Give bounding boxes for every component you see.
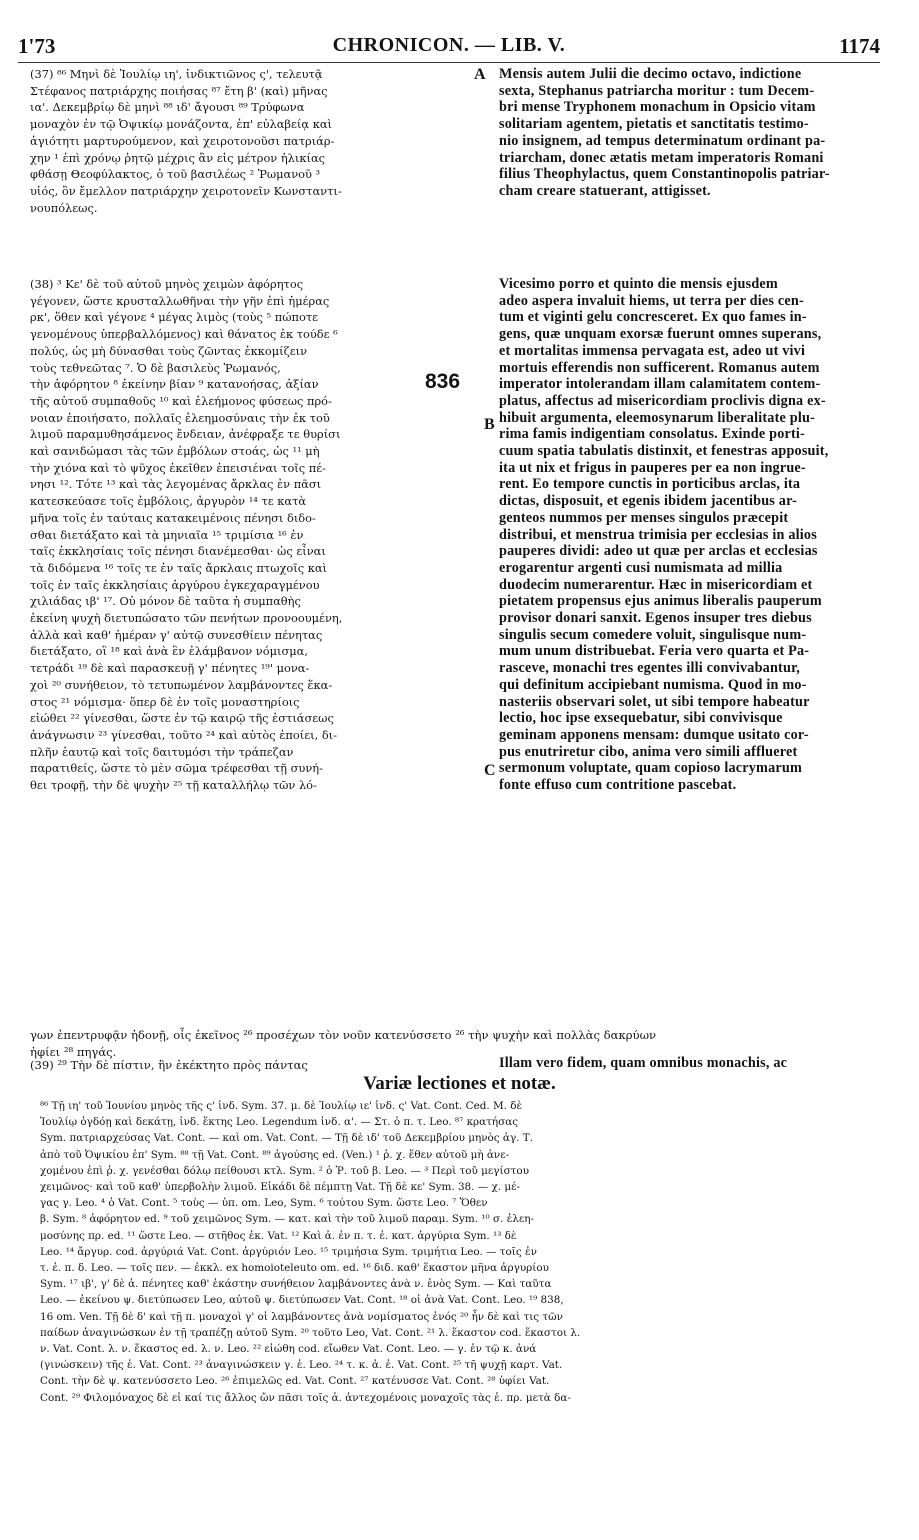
header-rule bbox=[18, 62, 880, 63]
latin-text-line: adeo aspera invaluit hiems, ut terra per dies cen- bbox=[499, 292, 804, 309]
greek-text-line: τὴν χιόνα καὶ τὸ ψῦχος ἐκεῖθεν ἐπεισιέναι τοῖς πέ- bbox=[30, 460, 327, 475]
note-line: χειμῶνος· καὶ τοῦ καθ' ὑπερβολὴν λιμοῦ. Εἰκάδι δὲ πέμπτῃ Vat. Τῇ δὲ κε' Sym. 38. — χ. μέ- bbox=[40, 1181, 521, 1194]
notes-block bbox=[40, 1098, 895, 1406]
latin-text-line: hibuit argumenta, eleemosynarum liberalitate plu- bbox=[499, 409, 815, 426]
greek-text-line: θει τροφῇ, τὴν δὲ ψυχὴν ²⁵ τῇ καταλλήλῳ τῶν λό- bbox=[30, 778, 317, 793]
page-header bbox=[18, 30, 880, 60]
note-line: χομένου ἐπὶ ῥ. χ. γενέσθαι δόλῳ πείθουσι κτλ. Sym. ² ὁ Ῥ. τοῦ β. Leo. — ³ Περὶ τοῦ μεγίστου bbox=[40, 1164, 530, 1177]
note-line: μοσύνης πρ. ed. ¹¹ ὥστε Leo. — στῆθος ἐκ. Vat. ¹² Καὶ ἀ. ἐν π. τ. ἐ. κατ. ἀργύρια Sym. ¹³ δὲ bbox=[40, 1229, 517, 1242]
margin-marker-c: C bbox=[484, 762, 496, 779]
latin-text-line: rasceve, monachi tres egentes illi convivabantur, bbox=[499, 660, 801, 677]
greek-text-line: Στέφανος πατριάρχης ποιήσας ⁸⁷ ἔτη β' (καὶ) μῆνας bbox=[30, 83, 328, 98]
latin-text-line: filius Theophylactus, quem Constantinopolis patriar- bbox=[499, 166, 830, 183]
latin-text-line: mortuis efferendis non sufficerent. Romanus autem bbox=[499, 359, 820, 376]
greek-text-line: τὰ διδόμενα ¹⁶ τοῖς τε ἐν ταῖς ἄρκλαις πτωχοῖς καὶ bbox=[30, 560, 327, 575]
note-line: Cont. τὴν δὲ ψ. κατενύσσετο Leo. ²⁶ ἐπιμελῶς ed. Vat. Cont. ²⁷ κατένυσσε Vat. Cont. ²⁸ ὑφίει Vat. bbox=[40, 1375, 550, 1388]
latin-text-line: fonte effuso cum contritione pascebat. bbox=[499, 777, 737, 794]
latin-text-line: tum et viginti gelu concresceret. Ex quo fames in- bbox=[499, 309, 807, 326]
latin-text-line: imperator intolerandam illam calamitatem contem- bbox=[499, 376, 821, 393]
note-line: Sym. πατριαρχεύσας Vat. Cont. — καὶ om. Vat. Cont. — Τῇ δὲ ιδ' τοῦ Δεκεμβρίου μηνὸς ἀγ. Τ. bbox=[40, 1132, 534, 1145]
greek-text-line: λιμοῦ παραμυθησάμενος ἔνδειαν, ἀνέφραξε τε θυρίσι bbox=[30, 427, 341, 442]
latin-text-line: geminam apponens mensam: dumque usitato cor- bbox=[499, 726, 809, 743]
greek-text-line: ἁγιότητι μαρτυρούμενον, καὶ χειροτονοῦσι πατριάρ- bbox=[30, 133, 335, 148]
greek-text-line: χοὶ ²⁰ συνήθειον, τὸ τετυπωμένον λαμβάνοντες ἕκα- bbox=[30, 677, 333, 692]
latin-para-39-wrap bbox=[499, 1055, 883, 1072]
greek-text-line: σθαι διετάξατο καὶ τὰ μηνιαῖα ¹⁵ τριμίσια ¹⁶ ἐν bbox=[30, 527, 304, 542]
greek-text-line: χιλιάδας ιβ' ¹⁷. Οὐ μόνον δὲ ταῦτα ἡ συμπαθὴς bbox=[30, 594, 301, 609]
greek-para-38 bbox=[30, 276, 472, 794]
greek-text-line: νοιαν ἐποιήσατο, πολλαῖς ἐλεημοσύναις τὴν ἐκ τοῦ bbox=[30, 410, 330, 425]
greek-text-line: ρκ', ὅθεν καὶ γέγονε ⁴ μέγας λιμὸς (τοὺς ⁵ πώποτε bbox=[30, 310, 319, 325]
note-line: παίδων ἀναγινώσκων ἐν τῇ τραπέζῃ αὐτοῦ Sym. ²⁰ τοῦτο Leo, Vat. Cont. ²¹ λ. ἕκαστον cod. ἕκαστοι λ. bbox=[40, 1326, 581, 1339]
greek-text-line: καὶ σανιδώμασι τὰς τῶν ἐμβόλων στοάς, ὡς ¹¹ μὴ bbox=[30, 444, 320, 459]
notes-title: Variæ lectiones et notæ. bbox=[363, 1073, 556, 1094]
greek-para-39: (39) ²⁹ Τὴν δὲ πίστιν, ἣν ἐκέκτητο πρὸς πάντας bbox=[30, 1058, 308, 1072]
latin-para-39: Illam vero fidem, quam omnibus monachis, ac bbox=[499, 1055, 788, 1071]
note-line: ν. Vat. Cont. λ. ν. ἕκαστος ed. λ. ν. Leo. ²² εἰώθη cod. εἴωθεν Vat. Cont. Leo. — γ. ἐν τῷ κ. ἀνά bbox=[40, 1343, 537, 1356]
latin-para-38 bbox=[499, 276, 883, 794]
greek-text-line: νησι ¹². Τότε ¹³ καὶ τὰς λεγομένας ἄρκλας ἐν πᾶσι bbox=[30, 477, 322, 492]
latin-text-line: provisor donari sanxit. Egenos insuper tres diebus bbox=[499, 610, 812, 627]
latin-para-37 bbox=[499, 66, 883, 200]
latin-text-line: et mortalitas immensa pervagata est, adeo ut vivi bbox=[499, 342, 806, 359]
note-line: γας γ. Leo. ⁴ ὁ Vat. Cont. ⁵ τοὺς — ὑπ. om. Leo, Sym. ⁶ τούτου Sym. ὥστε Leo. ⁷ Ὅθεν bbox=[40, 1197, 488, 1210]
latin-text-line: sexta, Stephanus patriarcha moritur : tum Decem- bbox=[499, 82, 815, 99]
latin-text-line: lectio, hoc ipse exsequebatur, sibi convivisque bbox=[499, 710, 783, 727]
greek-text-line: στος ²¹ νόμισμα· ὅπερ δὲ ἐν τοῖς μοναστηρίοις bbox=[30, 694, 300, 709]
latin-text-line: singulis secum comedere voluit, singulisque num- bbox=[499, 626, 807, 643]
greek-text-line: τετράδι ¹⁹ δὲ καὶ παρασκευῇ γ' πένητες ¹⁹' μονα- bbox=[30, 661, 310, 676]
note-line: ἀπὸ τοῦ Ὀψικίου ἐπ' Sym. ⁸⁸ τῇ Vat. Cont. ⁸⁹ ἀγούσης ed. (Ven.) ¹ ῥ. χ. ἕθεν αὐτοῦ μὴ ἀνε- bbox=[40, 1148, 510, 1161]
latin-text-line: pietatem propensus ejus animus liberalis pauperum bbox=[499, 593, 822, 610]
latin-text-line: erogarentur argenti cusi numismata ad millia bbox=[499, 559, 783, 576]
greek-text-line: (37) ⁸⁶ Μηνὶ δὲ Ἰουλίῳ ιη', ἰνδικτιῶνος ς', τελευτᾷ bbox=[30, 67, 323, 81]
greek-text-line: μῆνα τοῖς ἐν ταύταις κατακειμένοις πένησι διδο- bbox=[30, 510, 316, 525]
greek-text-line: πολύς, ὡς μὴ δύνασθαι τοὺς ζῶντας ἐκκομίζειν bbox=[30, 343, 308, 358]
greek-text-line: μοναχὸν ἐν τῷ Ὀψικίῳ μονάζοντα, ἐπ' εὐλαβείᾳ καὶ bbox=[30, 117, 332, 132]
greek-text-line: ια'. Δεκεμβρίῳ δὲ μηνὶ ⁸⁸ ιδ' ἄγουσι ⁸⁹ Τρύφωνα bbox=[30, 100, 305, 115]
page-reference-number: 836 bbox=[425, 370, 461, 393]
latin-text-line: pauperes dividi: adeo ut quæ per arclas et ecclesias bbox=[499, 543, 818, 560]
latin-text-line: nasteriis observari solet, ut sibi tempore habeatur bbox=[499, 693, 810, 710]
latin-text-line: pus enutriretur cibo, anima vero simili afflueret bbox=[499, 743, 798, 760]
greek-text-line: ταῖς ἐκκλησίαις τοῖς πένησι διανέμεσθαι· ὡς εἶναι bbox=[30, 544, 326, 559]
page-number-right: 1174 bbox=[839, 34, 880, 58]
latin-text-line: nio insignem, ad tempus determinatum ordinant pa- bbox=[499, 132, 826, 149]
note-line: β. Sym. ⁸ ἀφόρητον ed. ⁹ τοῦ χειμῶνος Sym. — κατ. καὶ τὴν τοῦ λιμοῦ παραμ. Sym. ¹⁰ σ. ἐλεη- bbox=[40, 1213, 534, 1226]
note-line: (γινώσκειν) τῆς ἑ. Vat. Cont. ²³ ἀναγινώσκειν γ. ἑ. Leo. ²⁴ τ. κ. ἀ. ἐ. Vat. Cont. ²⁵ τῆ ψυχῇ καρτ. Vat. bbox=[40, 1359, 563, 1372]
latin-text-line: qui definitum accipiebant numisma. Quod in mo- bbox=[499, 676, 807, 693]
latin-text-line: cham creare statuerant, attigisset. bbox=[499, 182, 711, 199]
note-line: Leo. ¹⁴ ἄργυρ. cod. ἀργύριά Vat. Cont. ἀργύριόν Leo. ¹⁵ τριμήσια Sym. τριμήτια Leo. — τοῖς ἐν bbox=[40, 1245, 537, 1258]
greek-text-line: ἀλλὰ καὶ καθ' ἡμέραν γ' αὐτῷ συνεσθίειν πένητας bbox=[30, 627, 323, 642]
note-line: τ. ἐ. π. δ. Leo. — τοῖς πεν. — ἐκκλ. ex homoioteleuto om. ed. ¹⁶ διδ. καθ' ἕκαστον μῆνα ἀργυρίου bbox=[40, 1262, 549, 1275]
greek-full-line: γων ἐπεντρυφᾷν ἡδονῇ, οἷς ἐκεῖνος ²⁶ προσέχων τὸν νοῦν κατενύσσετο ²⁶ τὴν ψυχὴν καὶ πολλὰς δακρύων bbox=[30, 1028, 657, 1042]
greek-text-line: τοὺς τεθνεῶτας ⁷. Ὁ δὲ βασιλεὺς Ῥωμανός, bbox=[30, 360, 281, 375]
note-line: Sym. ¹⁷ ιβ', γ' δὲ ἀ. πένητες καθ' ἑκάστην συνήθειον λαμβάνοντες ἀνὰ ν. ἑνὸς Sym. — Καὶ ταῦτα bbox=[40, 1278, 552, 1291]
latin-text-line: rima famis indigentiam consolatus. Exinde porti- bbox=[499, 426, 805, 443]
greek-full-line-end: ἠφίει ²⁸ πηγάς. bbox=[30, 1045, 117, 1059]
greek-text-line: διετάξατο, οἳ ¹⁸ καὶ ἀνὰ ἓν ἐλάμβανον νόμισμα, bbox=[30, 644, 308, 659]
greek-text-line: φθάσῃ Θεοφύλακτος, ὁ τοῦ βασιλέως ² Ῥωμανοῦ ³ bbox=[30, 167, 321, 182]
note-line: 16 om. Ven. Τῇ δὲ δ' καὶ τῇ π. μοναχοὶ γ' οἱ λαμβάνοντες ἀνὰ νομίσματος ἑνός ²⁰ ἦν δὲ καὶ τις τῶν bbox=[40, 1310, 563, 1323]
page-number-left: 1'73 bbox=[18, 34, 56, 58]
note-line: ⁸⁶ Τῇ ιη' τοῦ Ἰουνίου μηνὸς τῆς ς' ἰνδ. Sym. 37. μ. δὲ Ἰουλίῳ ιε' ἰνδ. ς' Vat. Cont. Ced. M. δὲ bbox=[40, 1100, 523, 1112]
greek-text-line: παρατιθείς, ὥστε τὸ μὲν σῶμα τρέφεσθαι τῇ συνή- bbox=[30, 761, 323, 776]
greek-para-37 bbox=[30, 66, 472, 216]
note-line: Cont. ²⁹ Φιλομόναχος δὲ εἰ καί τις ἄλλος ὤν πᾶσι τοῖς ἀ. ἀντεχομένοις μοναχοῖς τὰς ἑ. πρ. μετὰ δα- bbox=[40, 1391, 571, 1404]
running-title: CHRONICON. — LIB. V. bbox=[332, 34, 566, 56]
latin-text-line: bri mense Tryphonem monachum in Opsicio vitam bbox=[499, 99, 816, 116]
note-line: Leo. — ἐκείνου ψ. διετύπωσεν Leo, αὐτοῦ ψ. διετύπωσεν Vat. Cont. ¹⁸ οἱ ἀνὰ Vat. Cont. Leo. ¹⁹ 838, bbox=[40, 1294, 564, 1307]
latin-text-line: solitariam agentem, pietatis et sanctitatis testimo- bbox=[499, 116, 809, 133]
margin-marker-a: A bbox=[474, 66, 486, 83]
latin-text-line: dictas, disposuit, et egenis ibidem jacentibus ar- bbox=[499, 493, 797, 510]
greek-text-line: τοῖς ἐν ταῖς ἐκκλησίαις ἀργύρου ἐγκεχαραγμένου bbox=[30, 577, 320, 592]
greek-text-line: κατεσκεύασε τοῖς ἐμβόλοις, ἀργυρὸν ¹⁴ τε κατὰ bbox=[30, 494, 307, 509]
latin-text-line: sermonum voluptate, quam copioso lacrymarum bbox=[499, 760, 802, 777]
greek-text-line: τὴν ἀφόρητον ⁸ ἐκείνην βίαν ⁹ κατανοήσας, ἀξίαν bbox=[30, 377, 319, 392]
latin-text-line: Mensis autem Julii die decimo octavo, indictione bbox=[499, 66, 802, 82]
greek-text-line: (38) ³ Κε' δὲ τοῦ αὐτοῦ μηνὸς χειμὼν ἀφόρητος bbox=[30, 277, 304, 291]
latin-text-line: cuum spatia tabulatis distinxit, et fenestras apposuit, bbox=[499, 443, 829, 460]
greek-text-line: υἱός, ὃν ἔμελλον πατριάρχην χειροτονεῖν Κωνσταντι- bbox=[30, 183, 342, 198]
latin-text-line: rent. Eo tempore cunctis in porticibus arclas, ita bbox=[499, 476, 801, 493]
greek-text-line: χην ¹ ἐπὶ χρόνῳ ῥητῷ μέχρις ἂν εἰς μέτρον ἡλικίας bbox=[30, 150, 326, 165]
greek-text-line: τῆς αὐτοῦ συμπαθοῦς ¹⁰ καὶ ἐλεήμονος φύσεως πρό- bbox=[30, 393, 332, 408]
greek-text-line: ἀνάγνωσιν ²³ γίνεσθαι, τοῦτο ²⁴ καὶ αὐτὸς ἐποίει, δι- bbox=[30, 727, 337, 742]
greek-text-line: νουπόλεως. bbox=[30, 200, 98, 215]
greek-text-line: πλῆν ἑαυτῷ καὶ τοῖς δαιτυμόσι τὴν τράπεζαν bbox=[30, 744, 294, 759]
greek-text-line: γενομένους ὑπερβαλλόμενος) καὶ θάνατος ἐκ τούδε ⁶ bbox=[30, 327, 338, 342]
greek-text-line: ἐκείνη ψυχὴ διετυπώσατο τῶν πενήτων προνοουμένη, bbox=[30, 611, 343, 626]
greek-text-line: γέγονεν, ὥστε κρυσταλλωθῆναι τὴν γῆν ἐπὶ ἡμέρας bbox=[30, 293, 330, 308]
margin-marker-b: B bbox=[484, 416, 495, 433]
latin-text-line: distribui, et menstrua trimisia per ecclesias in alios bbox=[499, 526, 817, 543]
latin-text-line: gens, quæ unquam exorsæ fuerunt omnes superans, bbox=[499, 326, 822, 343]
latin-text-line: triarcham, donec ætatis metam imperatoris Romani bbox=[499, 149, 824, 166]
latin-text-line: platus, affectus ad misericordiam proclivis digna ex- bbox=[499, 392, 826, 409]
greek-text-line: εἰώθει ²² γίνεσθαι, ὥστε ἐν τῷ καιρῷ τῆς ἑστιάσεως bbox=[30, 711, 334, 726]
latin-text-line: duodecim numerarentur. Hæc in misericordiam et bbox=[499, 576, 813, 593]
latin-text-line: ita ut nix et frigus in pauperes per ea non ingrue- bbox=[499, 459, 806, 476]
latin-text-line: genteos nummos per menses singulos præcepit bbox=[499, 509, 789, 526]
latin-text-line: Vicesimo porro et quinto die mensis ejusdem bbox=[499, 276, 778, 292]
note-line: Ἰουλίῳ ὀγδόῃ καὶ δεκάτῃ, ἰνδ. ἕκτης Leo. Legendum ἰνδ. α'. — Στ. ὁ π. τ. Leo. ⁸⁷ κρατήσας bbox=[40, 1116, 519, 1129]
latin-text-line: mum unum distribuebat. Feria vero quarta et Pa- bbox=[499, 643, 810, 660]
